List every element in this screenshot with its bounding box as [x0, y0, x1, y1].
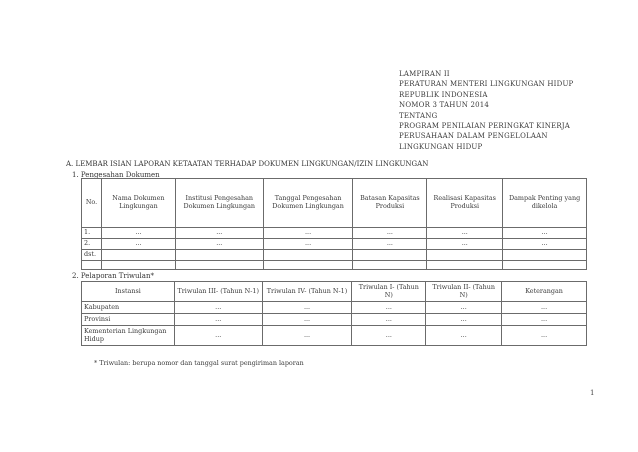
table-cell: ...	[502, 326, 587, 346]
table-cell: ...	[426, 326, 502, 346]
table-cell	[503, 250, 587, 261]
header-line: REPUBLIK INDONESIA	[399, 90, 488, 99]
table-cell: ...	[352, 302, 426, 314]
table-cell: ...	[262, 302, 352, 314]
table-row	[82, 326, 587, 346]
header-cell: No.	[82, 179, 102, 228]
table-cell: ...	[263, 239, 353, 250]
table2-header-row	[82, 282, 587, 302]
table2-title: 2. Pelaporan Triwulan*	[72, 272, 154, 280]
header-cell: Institusi Pengesahan Dokumen Lingkungan	[175, 179, 263, 228]
table-cell: ...	[175, 228, 263, 239]
footnote: * Triwulan: berupa nomor dan tanggal surat pengiriman laporan	[94, 359, 304, 367]
table-cell: ...	[427, 228, 503, 239]
table-cell	[101, 250, 175, 261]
table-cell: dst.	[82, 250, 102, 261]
table-cell: ...	[101, 228, 175, 239]
table-cell: ...	[427, 239, 503, 250]
table-cell: Kementerian Lingkungan Hidup	[82, 326, 175, 346]
header-line: PERATURAN MENTERI LINGKUNGAN HIDUP	[399, 80, 574, 89]
header-cell: Tanggal Pengesahan Dokumen Lingkungan	[263, 179, 353, 228]
header-line: NOMOR 3 TAHUN 2014	[399, 101, 490, 110]
page-number: 1	[590, 389, 595, 397]
table-row	[82, 302, 587, 314]
table-cell: ...	[175, 239, 263, 250]
header-line: LINGKUNGAN HIDUP	[399, 142, 483, 151]
header-cell: Dampak Penting yang dikelola	[503, 179, 587, 228]
table-cell: ...	[503, 228, 587, 239]
header-cell: Triwulan I- (Tahun N)	[352, 282, 426, 302]
quarterly-report-table	[81, 281, 587, 346]
header-cell: Instansi	[82, 282, 175, 302]
table-cell: ...	[262, 314, 352, 326]
table1-header-row	[82, 179, 587, 228]
table-cell: Kabupaten	[82, 302, 175, 314]
header-line: PROGRAM PENILAIAN PERINGKAT KINERJA	[399, 122, 571, 131]
table-cell: ...	[426, 302, 502, 314]
header-line: TENTANG	[399, 111, 438, 120]
table-cell: Provinsi	[82, 314, 175, 326]
header-line: LAMPIRAN II	[399, 70, 450, 78]
table-row	[82, 228, 587, 239]
header-line: PERUSAHAAN DALAM PENGELOLAAN	[399, 132, 548, 141]
table-cell: ...	[101, 239, 175, 250]
header-cell: Realisasi Kapasitas Produksi	[427, 179, 503, 228]
document-approval-table	[81, 178, 587, 270]
table-cell: 2.	[82, 239, 102, 250]
table-cell: ...	[353, 228, 427, 239]
table-cell	[353, 250, 427, 261]
header-cell: Triwulan IV- (Tahun N-1)	[262, 282, 352, 302]
header-cell: Triwulan II- (Tahun N)	[426, 282, 502, 302]
header-cell: Triwulan III- (Tahun N-1)	[174, 282, 262, 302]
header-cell: Batasan Kapasitas Produksi	[353, 179, 427, 228]
header-cell: Nama Dokumen Lingkungan	[101, 179, 175, 228]
table-cell: 1.	[82, 228, 102, 239]
table-cell: ...	[262, 326, 352, 346]
table-cell: ...	[263, 228, 353, 239]
table-cell	[263, 250, 353, 261]
table-row	[82, 314, 587, 326]
table-row	[82, 239, 587, 250]
table-cell: ...	[503, 239, 587, 250]
table-cell: ...	[502, 314, 587, 326]
attachment-header	[399, 69, 609, 152]
table-cell: ...	[352, 326, 426, 346]
table-cell: ...	[352, 314, 426, 326]
header-cell: Keterangan	[502, 282, 587, 302]
section-title: A. LEMBAR ISIAN LAPORAN KETAATAN TERHADAP DOKUMEN LINGKUNGAN/IZIN LINGKUNGAN	[66, 160, 429, 168]
table1-title: 1. Pengesahan Dokumen	[72, 171, 160, 179]
table-cell	[175, 250, 263, 261]
table-cell: ...	[353, 239, 427, 250]
table-cell: ...	[174, 326, 262, 346]
table-cell: ...	[502, 302, 587, 314]
table-cell	[427, 250, 503, 261]
table-cell: ...	[174, 314, 262, 326]
table-row	[82, 261, 587, 270]
table-row	[82, 250, 587, 261]
table-cell: ...	[426, 314, 502, 326]
table-cell: ...	[174, 302, 262, 314]
